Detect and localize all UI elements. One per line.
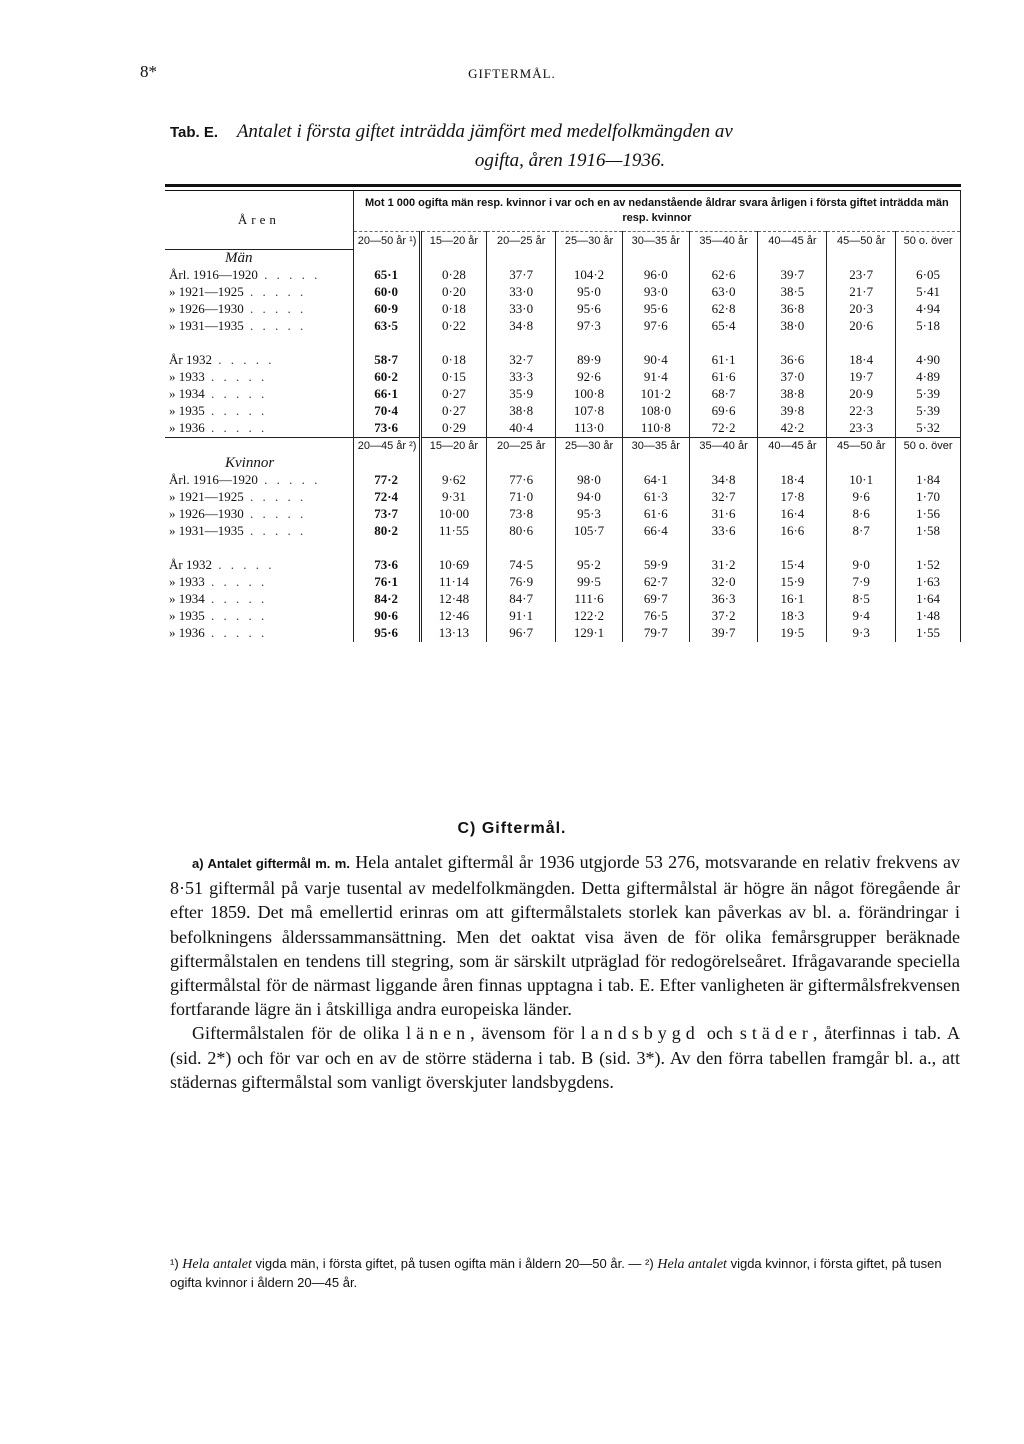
table-cell: 98·0: [556, 472, 623, 489]
table-cell: 37·0: [758, 369, 827, 386]
row-label-text: » 1931—1935: [169, 523, 244, 538]
leader-dots: . . . . .: [204, 369, 268, 384]
table-cell: 32·7: [689, 489, 758, 506]
footnotes: [170, 1255, 960, 1292]
table-cell: 0·22: [420, 318, 487, 335]
leader-dots: . . . . .: [243, 489, 307, 504]
table-cell: 20·9: [827, 386, 896, 403]
table-cell: 1·70: [896, 489, 961, 506]
table-row: [165, 472, 961, 489]
table-cell: 64·1: [622, 472, 689, 489]
table-cell: 105·7: [556, 523, 623, 540]
table-cell: 60·0: [353, 284, 420, 301]
row-label: [165, 352, 353, 369]
paragraph-2-stader: städer: [739, 1023, 813, 1044]
footnote-2-text: vigda kvinnor, i första giftet, på tusen ogifta kvinnor i åldern 20—45 år.: [170, 1256, 942, 1290]
table-cell: 61·3: [622, 489, 689, 506]
table-cell: 113·0: [556, 420, 623, 438]
women-column-header: 40—45 år: [758, 437, 827, 455]
table-cell: 110·8: [622, 420, 689, 438]
row-label: [165, 574, 353, 591]
table-cell: 107·8: [556, 403, 623, 420]
row-label-text: » 1935: [169, 608, 205, 623]
table-cell: 95·3: [556, 506, 623, 523]
paragraph-2: [170, 1021, 960, 1094]
row-label-text: » 1926—1930: [169, 301, 244, 316]
table-cell: 16·6: [758, 523, 827, 540]
footnote-1-mark: ¹): [170, 1256, 179, 1271]
row-label-text: Årl. 1916—1920: [169, 472, 258, 487]
women-column-header: 30—35 år: [622, 437, 689, 455]
table-cell: 36·3: [689, 591, 758, 608]
table-cell: 77·6: [487, 472, 556, 489]
table-cell: 91·1: [487, 608, 556, 625]
table-cell: 91·4: [622, 369, 689, 386]
table-cell: 84·7: [487, 591, 556, 608]
table-cell: 0·18: [420, 352, 487, 369]
table-cell: 10·00: [420, 506, 487, 523]
table-cell: 17·8: [758, 489, 827, 506]
table-cell: 23·3: [827, 420, 896, 438]
row-label: [165, 369, 353, 386]
table-cell: 99·5: [556, 574, 623, 591]
table-cell: 70·4: [353, 403, 420, 420]
table-cell: 12·46: [420, 608, 487, 625]
table-cell: 69·7: [622, 591, 689, 608]
row-label-text: År 1932: [169, 557, 212, 572]
table-cell: 58·7: [353, 352, 420, 369]
table-cell: 8·6: [827, 506, 896, 523]
table-cell: 122·2: [556, 608, 623, 625]
row-label: [165, 625, 353, 642]
table-cell: 0·20: [420, 284, 487, 301]
table-cell: 19·5: [758, 625, 827, 642]
table-cell: 61·6: [689, 369, 758, 386]
table-row: [165, 625, 961, 642]
table-cell: 1·55: [896, 625, 961, 642]
row-label: [165, 506, 353, 523]
footnote-1-lead: Hela antalet: [182, 1257, 252, 1272]
group-header: Mot 1 000 ogifta män resp. kvinnor i var och en av nedanstående åldrar svara årligen i första giftet inträdda män resp. kvinnor: [353, 191, 960, 232]
table-cell: 1·58: [896, 523, 961, 540]
table-top-rule: [165, 184, 961, 187]
table-cell: 0·27: [420, 386, 487, 403]
paragraph-1-lead: a) Antalet giftermål m. m.: [192, 856, 350, 871]
leader-dots: . . . . .: [204, 386, 268, 401]
table-cell: 38·0: [758, 318, 827, 335]
table-cell: 100·8: [556, 386, 623, 403]
table-cell: 69·6: [689, 403, 758, 420]
table-cell: 34·8: [487, 318, 556, 335]
table-cell: 39·7: [758, 267, 827, 284]
table-cell: 63·0: [689, 284, 758, 301]
table-cell: 37·2: [689, 608, 758, 625]
group-spacer: [165, 335, 961, 352]
table-cell: 101·2: [622, 386, 689, 403]
table-cell: 32·0: [689, 574, 758, 591]
table-cell: 72·2: [689, 420, 758, 438]
row-label: [165, 608, 353, 625]
women-column-header: 45—50 år: [827, 437, 896, 455]
table-cell: 129·1: [556, 625, 623, 642]
table-cell: 5·18: [896, 318, 961, 335]
table-cell: 61·1: [689, 352, 758, 369]
table-cell: 96·7: [487, 625, 556, 642]
table-cell: 97·3: [556, 318, 623, 335]
women-column-header: 20—45 år ²): [353, 437, 420, 455]
table-cell: 38·8: [487, 403, 556, 420]
body-text: [170, 850, 960, 1094]
table-cell: 68·7: [689, 386, 758, 403]
table-cell: 72·4: [353, 489, 420, 506]
table-cell: 95·6: [622, 301, 689, 318]
table-cell: 5·32: [896, 420, 961, 438]
table-cell: 33·6: [689, 523, 758, 540]
table-cell: 9·62: [420, 472, 487, 489]
table-cell: 0·27: [420, 403, 487, 420]
table-cell: 65·1: [353, 267, 420, 284]
table-cell: 5·39: [896, 386, 961, 403]
table-cell: 33·0: [487, 301, 556, 318]
table-cell: 66·1: [353, 386, 420, 403]
women-column-header: 25—30 år: [556, 437, 623, 455]
leader-dots: . . . . .: [204, 625, 268, 640]
table-cell: 104·2: [556, 267, 623, 284]
table-row: [165, 608, 961, 625]
leader-dots: . . . . .: [257, 267, 321, 282]
table-cell: 12·48: [420, 591, 487, 608]
table-cell: 22·3: [827, 403, 896, 420]
paragraph-2-lanen: länen: [406, 1023, 471, 1044]
table-body: [165, 191, 961, 642]
row-label-text: » 1936: [169, 625, 205, 640]
leader-dots: . . . . .: [204, 403, 268, 418]
table-cell: 31·2: [689, 557, 758, 574]
table-cell: 96·0: [622, 267, 689, 284]
men-column-header: 15—20 år: [420, 232, 487, 250]
table-cell: 16·1: [758, 591, 827, 608]
table-cell: 60·9: [353, 301, 420, 318]
row-label: [165, 403, 353, 420]
row-label: [165, 523, 353, 540]
table-cell: 32·7: [487, 352, 556, 369]
table-row: [165, 489, 961, 506]
women-section-label: Kvinnor: [225, 454, 275, 471]
leader-dots: . . . . .: [204, 591, 268, 606]
men-column-header: 30—35 år: [622, 232, 689, 250]
row-label: [165, 472, 353, 489]
men-column-header: 45—50 år: [827, 232, 896, 250]
table-cell: 0·18: [420, 301, 487, 318]
row-label: [165, 489, 353, 506]
table-caption: [170, 118, 930, 175]
table-cell: 1·48: [896, 608, 961, 625]
table-cell: 4·94: [896, 301, 961, 318]
table-cell: 0·28: [420, 267, 487, 284]
table-cell: 73·8: [487, 506, 556, 523]
table-cell: 35·9: [487, 386, 556, 403]
paragraph-1-text: Hela antalet giftermål år 1936 utgjorde 53 276, motsvarande en relativ frekvens av 8·51 giftermål på varje tusental av medelfolkmängden. Detta giftermålstal är högre än något föregående år efter 1859. Det må emellertid erinras om att giftermålstalets storlek kan påverkas av bl. a. förändringar i befolkningens ålderssammansättning. Men det oaktat visa även de för olika femårsgrupper beräknade giftermålstalen en tendens till stegring, som är särskilt utpräglad för redogörelseåret. Ifrågavarande speciella giftermålstal för de närmast liggande åren finnas upptagna i tab. E. Efter vanligheten är giftermålsfrekvensen fortfarande lägre än i åtskilliga andra europeiska länder.: [170, 852, 961, 1020]
table-cell: 76·5: [622, 608, 689, 625]
row-label-text: » 1934: [169, 386, 205, 401]
table-cell: 23·7: [827, 267, 896, 284]
row-label-text: » 1926—1930: [169, 506, 244, 521]
table-cell: 36·6: [758, 352, 827, 369]
table-cell: 0·29: [420, 420, 487, 438]
men-column-header: 50 o. över: [896, 232, 961, 250]
table-cell: 36·8: [758, 301, 827, 318]
table-cell: 10·1: [827, 472, 896, 489]
men-column-header: 35—40 år: [689, 232, 758, 250]
leader-dots: . . . . .: [211, 352, 275, 367]
men-column-header: 20—25 år: [487, 232, 556, 250]
table-cell: 10·69: [420, 557, 487, 574]
men-section-label: Män: [225, 249, 253, 266]
table-cell: 76·1: [353, 574, 420, 591]
row-label-text: År 1932: [169, 352, 212, 367]
leader-dots: . . . . .: [243, 301, 307, 316]
table-cell: 9·4: [827, 608, 896, 625]
row-label-text: » 1921—1925: [169, 489, 244, 504]
table-cell: 34·8: [689, 472, 758, 489]
table-cell: 19·7: [827, 369, 896, 386]
table-cell: 37·7: [487, 267, 556, 284]
row-label: [165, 301, 353, 318]
men-column-header: 20—50 år ¹): [353, 232, 420, 250]
table-cell: 89·9: [556, 352, 623, 369]
row-label-text: Årl. 1916—1920: [169, 267, 258, 282]
footnote-1-text: vigda män, i första giftet, på tusen ogifta män i åldern 20—50 år. —: [255, 1256, 642, 1271]
table-cell: 18·4: [827, 352, 896, 369]
table-cell: 6·05: [896, 267, 961, 284]
footnote-2-mark: ²): [645, 1256, 654, 1271]
table-cell: 63·5: [353, 318, 420, 335]
table-cell: 71·0: [487, 489, 556, 506]
table-row: [165, 523, 961, 540]
table-row: [165, 557, 961, 574]
table-cell: 66·4: [622, 523, 689, 540]
table-row: [165, 267, 961, 284]
table-cell: 59·9: [622, 557, 689, 574]
table-cell: 79·7: [622, 625, 689, 642]
table-title-line1: Antalet i första giftet inträdda jämfört med medelfolkmängden av: [236, 121, 733, 142]
table-cell: 20·3: [827, 301, 896, 318]
leader-dots: . . . . .: [243, 523, 307, 538]
table-cell: 15·4: [758, 557, 827, 574]
table-cell: 18·3: [758, 608, 827, 625]
table-cell: 95·6: [353, 625, 420, 642]
section-title: C) Giftermål.: [457, 820, 567, 837]
women-column-header-row: [165, 437, 961, 455]
row-label: [165, 591, 353, 608]
women-column-header: 35—40 år: [689, 437, 758, 455]
row-label-text: » 1921—1925: [169, 284, 244, 299]
leader-dots: . . . . .: [204, 574, 268, 589]
table-cell: 95·0: [556, 284, 623, 301]
table-cell: 11·14: [420, 574, 487, 591]
table-label: Tab. E.: [170, 124, 219, 141]
table-cell: 76·9: [487, 574, 556, 591]
table-cell: 40·4: [487, 420, 556, 438]
table-row: [165, 403, 961, 420]
table-cell: 9·31: [420, 489, 487, 506]
running-title: GIFTERMÅL.: [468, 66, 556, 81]
table-cell: 62·6: [689, 267, 758, 284]
row-label: [165, 557, 353, 574]
table-cell: 62·8: [689, 301, 758, 318]
leader-dots: . . . . .: [204, 420, 268, 435]
table-cell: 31·6: [689, 506, 758, 523]
footnote-2-lead: Hela antalet: [657, 1257, 727, 1272]
men-column-header: 40—45 år: [758, 232, 827, 250]
row-label-text: » 1933: [169, 369, 205, 384]
women-column-header: 15—20 år: [420, 437, 487, 455]
table-cell: 21·7: [827, 284, 896, 301]
row-label: [165, 386, 353, 403]
table-cell: 62·7: [622, 574, 689, 591]
table-cell: 11·55: [420, 523, 487, 540]
row-label-text: » 1931—1935: [169, 318, 244, 333]
table-cell: 15·9: [758, 574, 827, 591]
leader-dots: . . . . .: [211, 557, 275, 572]
table-cell: 90·6: [353, 608, 420, 625]
women-column-header: 50 o. över: [896, 437, 961, 455]
row-label-text: » 1934: [169, 591, 205, 606]
row-label-text: » 1933: [169, 574, 205, 589]
table-cell: 4·90: [896, 352, 961, 369]
table-cell: 73·6: [353, 557, 420, 574]
table-cell: 33·0: [487, 284, 556, 301]
table-cell: 9·6: [827, 489, 896, 506]
table-cell: 80·2: [353, 523, 420, 540]
table-row: [165, 284, 961, 301]
table-cell: 97·6: [622, 318, 689, 335]
table-cell: 9·3: [827, 625, 896, 642]
paragraph-2-part1: Giftermålstalen för de olika: [192, 1023, 400, 1044]
table-cell: 95·6: [556, 301, 623, 318]
table-cell: 39·8: [758, 403, 827, 420]
table-row: [165, 420, 961, 438]
table-cell: 5·41: [896, 284, 961, 301]
leader-dots: . . . . .: [257, 472, 321, 487]
table-cell: 38·5: [758, 284, 827, 301]
table-row: [165, 591, 961, 608]
table-cell: 9·0: [827, 557, 896, 574]
data-table-wrapper: [165, 184, 961, 642]
paragraph-1: [170, 850, 960, 1021]
paragraph-2-landsbygd: landsbygd: [580, 1023, 700, 1044]
table-row: [165, 318, 961, 335]
leader-dots: . . . . .: [243, 506, 307, 521]
table-cell: 8·7: [827, 523, 896, 540]
table-cell: 80·6: [487, 523, 556, 540]
table-cell: 65·4: [689, 318, 758, 335]
table-cell: 90·4: [622, 352, 689, 369]
row-header-cell: Åren: [165, 191, 353, 249]
table-cell: 13·13: [420, 625, 487, 642]
table-cell: 84·2: [353, 591, 420, 608]
table-title-line2: ogifta, åren 1916—1936.: [474, 150, 666, 171]
leader-dots: . . . . .: [243, 284, 307, 299]
table-cell: 20·6: [827, 318, 896, 335]
leader-dots: . . . . .: [204, 608, 268, 623]
table-cell: 92·6: [556, 369, 623, 386]
row-label-text: » 1936: [169, 420, 205, 435]
group-spacer: [165, 540, 961, 557]
table-row: [165, 369, 961, 386]
table-cell: 95·2: [556, 557, 623, 574]
table-row: [165, 506, 961, 523]
row-label: [165, 420, 353, 438]
table-cell: 77·2: [353, 472, 420, 489]
table-cell: 1·63: [896, 574, 961, 591]
table-cell: 0·15: [420, 369, 487, 386]
table-cell: 4·89: [896, 369, 961, 386]
paragraph-2-part3: och: [706, 1023, 733, 1044]
women-column-header: 20—25 år: [487, 437, 556, 455]
row-label: [165, 267, 353, 284]
table-cell: 1·52: [896, 557, 961, 574]
row-label-text: » 1935: [169, 403, 205, 418]
paragraph-2-part2: , ävensom för: [470, 1023, 574, 1044]
table-cell: 73·7: [353, 506, 420, 523]
table-cell: 60·2: [353, 369, 420, 386]
table-cell: 33·3: [487, 369, 556, 386]
table-cell: 16·4: [758, 506, 827, 523]
table-cell: 74·5: [487, 557, 556, 574]
row-label: [165, 284, 353, 301]
table-row: [165, 301, 961, 318]
table-cell: 73·6: [353, 420, 420, 438]
table-cell: 111·6: [556, 591, 623, 608]
men-column-header: 25—30 år: [556, 232, 623, 250]
table-row: [165, 574, 961, 591]
table-cell: 1·64: [896, 591, 961, 608]
table-cell: 8·5: [827, 591, 896, 608]
table-cell: 38·8: [758, 386, 827, 403]
leader-dots: . . . . .: [243, 318, 307, 333]
marriage-rate-table: [165, 191, 961, 642]
table-row: [165, 352, 961, 369]
table-cell: 39·7: [689, 625, 758, 642]
table-cell: 93·0: [622, 284, 689, 301]
table-cell: 108·0: [622, 403, 689, 420]
table-cell: 5·39: [896, 403, 961, 420]
paragraph-2-part4: , återfinnas i tab. A (sid. 2*) och för var och en av de större städerna i tab. B (sid. 3*). Av den förra tabellen framgår bl. a., att städernas giftermålstal som vanligt överskjuter landsbygdens.: [170, 1023, 961, 1092]
table-cell: 94·0: [556, 489, 623, 506]
table-row: [165, 386, 961, 403]
table-cell: 7·9: [827, 574, 896, 591]
table-cell: 18·4: [758, 472, 827, 489]
table-cell: 1·56: [896, 506, 961, 523]
row-label: [165, 318, 353, 335]
page-number: 8*: [140, 62, 157, 81]
table-cell: 61·6: [622, 506, 689, 523]
table-cell: 1·84: [896, 472, 961, 489]
table-cell: 42·2: [758, 420, 827, 438]
